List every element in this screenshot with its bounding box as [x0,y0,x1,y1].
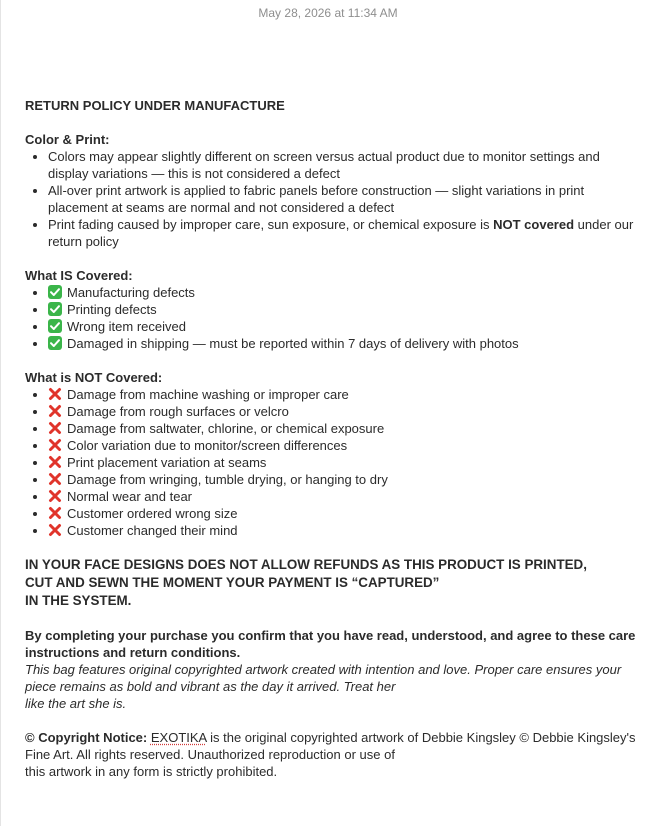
list-item [48,318,637,335]
list-item-text: Damage from wringing, tumble drying, or hanging to dry [67,472,388,487]
list-item [48,403,637,420]
list-item-text: under our return policy [48,217,634,249]
check-mark-icon [48,302,62,316]
cross-mark-icon [48,489,62,503]
list-item [48,216,637,250]
list-item [48,301,637,318]
list-item [48,148,637,182]
not-covered-emphasis: NOT covered [493,217,575,232]
page-title: RETURN POLICY UNDER MANUFACTURE [25,98,285,113]
left-border [0,0,1,826]
list-item-text: Print fading caused by improper care, sun exposure, or chemical exposure is [48,217,494,232]
check-mark-icon [48,285,62,299]
list-item [48,437,637,454]
message-timestamp: May 28, 2026 at 11:34 AM [258,6,398,20]
artwork-note-line: like the art she is. [25,696,127,711]
color-print-list [25,148,637,250]
cross-mark-icon [48,421,62,435]
no-refund-line: IN YOUR FACE DESIGNS DOES NOT ALLOW REFUNDS AS THIS PRODUCT IS PRINTED, [25,557,587,572]
list-item-text: Customer changed their mind [67,523,238,538]
cross-mark-icon [48,404,62,418]
list-item-text: Printing defects [67,302,157,317]
cross-mark-icon [48,387,62,401]
covered-list [25,284,637,352]
check-mark-icon [48,319,62,333]
cross-mark-icon [48,455,62,469]
no-refund-line: CUT AND SEWN THE MOMENT YOUR PAYMENT IS “CAPTURED” [25,575,440,590]
list-item-text: Damage from machine washing or improper care [67,387,349,402]
copyright-text: this artwork in any form is strictly prohibited. [25,764,278,779]
list-item [48,522,637,539]
brand-name: EXOTIKA [150,730,207,745]
artwork-note-line: This bag features original copyrighted artwork created with intention and love. Proper care ensures your piece remains as bold and vibrant as the day it arrived. Treat her [25,662,622,694]
list-item [48,505,637,522]
list-item [48,335,637,352]
check-mark-icon [48,336,62,350]
list-item-text: Customer ordered wrong size [67,506,238,521]
no-refund-notice [25,556,637,610]
list-item-text: Colors may appear slightly different on screen versus actual product due to monitor settings and display variations — this is not considered a defect [48,149,600,181]
list-item-text: Normal wear and tear [67,489,192,504]
list-item [48,471,637,488]
list-item-text: Damage from rough surfaces or velcro [67,404,289,419]
list-item-text: Print placement variation at seams [67,455,267,470]
cross-mark-icon [48,438,62,452]
copyright-notice [25,729,637,780]
cross-mark-icon [48,523,62,537]
artwork-note [25,661,637,712]
copyright-label: © Copyright Notice: [25,730,148,745]
list-item-text: All-over print artwork is applied to fabric panels before construction — slight variations in print placement at seams are normal and not considered a defect [48,183,585,215]
list-item-text: Wrong item received [67,319,186,334]
list-item-text: Damaged in shipping — must be reported within 7 days of delivery with photos [67,336,519,351]
cross-mark-icon [48,472,62,486]
list-item-text: Manufacturing defects [67,285,195,300]
list-item [48,182,637,216]
list-item [48,454,637,471]
copyright-text: is the original copyrighted artwork of Debbie Kingsley © Debbie Kingsley's Fine Art. All rights reserved. Unauthorized reproduction or use of [25,730,636,762]
message-body [25,97,637,780]
no-refund-line: IN THE SYSTEM. [25,593,132,608]
covered-title: What IS Covered: [25,268,133,283]
list-item-text: Damage from saltwater, chlorine, or chemical exposure [67,421,385,436]
list-item [48,488,637,505]
list-item [48,386,637,403]
list-item-text: Color variation due to monitor/screen differences [67,438,348,453]
agreement-statement: By completing your purchase you confirm that you have read, understood, and agree to these care instructions and return conditions. [25,628,636,660]
list-item [48,420,637,437]
cross-mark-icon [48,506,62,520]
not-covered-title: What is NOT Covered: [25,370,163,385]
list-item [48,284,637,301]
color-print-title: Color & Print: [25,132,110,147]
not-covered-list [25,386,637,539]
